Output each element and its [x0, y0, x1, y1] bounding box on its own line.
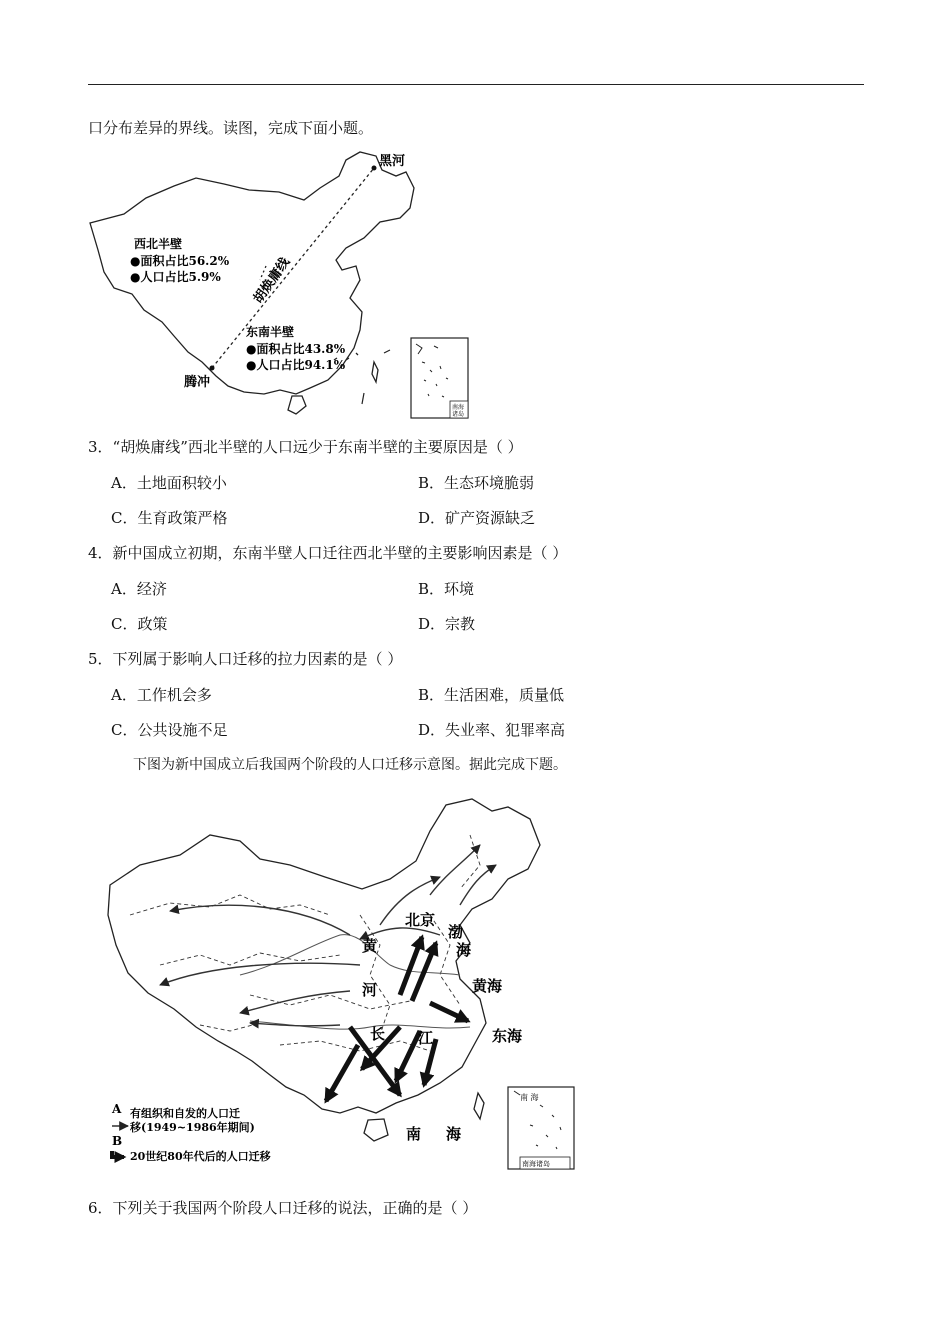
- heihe-label: 黑河: [379, 154, 406, 169]
- legend-a-letter: A: [112, 1102, 122, 1116]
- q6-stem: 6．下列关于我国两个阶段人口迁移的说法，正确的是（ ）: [88, 1199, 478, 1217]
- se-population: ●人口占比94.1%: [246, 358, 346, 372]
- nanhai-label-1: 南: [406, 1125, 422, 1143]
- south-china-sea-inset: [508, 1087, 574, 1169]
- heihe-point: [372, 166, 377, 171]
- hainan-island: [288, 396, 306, 414]
- south-china-sea-inset: [411, 338, 468, 418]
- q3-option-b[interactable]: B．生态环境脆弱: [418, 474, 535, 492]
- yangtze-label-2: 江: [418, 1029, 434, 1047]
- q3-option-a[interactable]: A．土地面积较小: [111, 474, 227, 492]
- q5-option-b[interactable]: B．生活困难，质量低: [418, 686, 565, 704]
- legend: [111, 1102, 272, 1163]
- nw-area: ●面积占比56.2%: [130, 254, 230, 268]
- inset-label-1: 南海: [452, 404, 465, 411]
- migration-arrows-b: [326, 937, 468, 1101]
- nanhai-label-2: 海: [446, 1125, 462, 1143]
- hainan-island: [364, 1119, 388, 1141]
- se-title: 东南半壁: [246, 325, 295, 339]
- q5-option-a[interactable]: A．工作机会多: [111, 686, 212, 704]
- q3-option-c[interactable]: C．生育政策严格: [111, 509, 228, 527]
- taiwan-island: [474, 1093, 484, 1119]
- q4-option-d[interactable]: D．宗教: [418, 615, 476, 633]
- q4-option-a[interactable]: A．经济: [111, 580, 167, 598]
- yellow-river-label-2: 河: [362, 981, 378, 999]
- hu-line-map: [84, 148, 484, 423]
- yellow-river-label-1: 黄: [362, 937, 378, 955]
- yangtze-label-1: 长: [370, 1025, 386, 1043]
- bohai-label-1: 渤: [448, 923, 464, 941]
- islands-dashes: [362, 350, 390, 404]
- legend-a-line-2: 移(1949~1986年期间): [130, 1121, 255, 1134]
- donghai-label: 东海: [492, 1027, 523, 1045]
- legend-a-line-1: 有组织和自发的人口迁: [130, 1107, 240, 1120]
- q4-stem: 4．新中国成立初期，东南半壁人口迁往西北半壁的主要影响因素是（ ）: [88, 544, 568, 562]
- hu-line-label: 胡焕庸线: [250, 255, 294, 307]
- legend-b-text: 20世纪80年代后的人口迁移: [130, 1150, 271, 1163]
- tengchong-label: 腾冲: [184, 375, 211, 390]
- legend-b-letter: B: [112, 1134, 123, 1148]
- intro-tail-text: 口分布差异的界线。读图，完成下面小题。: [88, 119, 374, 137]
- intro2-text: 下图为新中国成立后我国两个阶段的人口迁移示意图。据此完成下题。: [133, 757, 567, 773]
- inset-top-label: 南 海: [520, 1093, 539, 1102]
- huanghai-label: 黄海: [472, 977, 503, 995]
- q4-option-c[interactable]: C．政策: [111, 615, 168, 633]
- nw-population: ●人口占比5.9%: [130, 270, 221, 284]
- taiwan-island: [372, 362, 378, 382]
- q3-stem: 3．“胡焕庸线”西北半壁的人口远少于东南半壁的主要原因是（ ）: [88, 438, 523, 456]
- header-rule: [88, 84, 864, 85]
- migration-map: [100, 795, 585, 1173]
- inset-bottom-label: 南海诸岛: [522, 1160, 550, 1168]
- q4-option-b[interactable]: B．环境: [418, 580, 475, 598]
- se-area: ●面积占比43.8%: [246, 342, 346, 356]
- migration-arrows-a: [160, 845, 496, 1026]
- tengchong-point: [210, 366, 215, 371]
- q5-option-c[interactable]: C．公共设施不足: [111, 721, 228, 739]
- bohai-label-2: 海: [456, 941, 472, 959]
- inset-label-2: 诸岛: [452, 411, 465, 418]
- q5-stem: 5．下列属于影响人口迁移的拉力因素的是（ ）: [88, 650, 403, 668]
- q5-option-d[interactable]: D．失业率、犯罪率高: [418, 721, 566, 739]
- beijing-label: 北京: [405, 911, 436, 929]
- legend-b-arrow-icon: [112, 1151, 124, 1157]
- nw-title: 西北半壁: [134, 237, 183, 251]
- internal-boundaries: [130, 835, 480, 1051]
- q3-option-d[interactable]: D．矿产资源缺乏: [418, 509, 536, 527]
